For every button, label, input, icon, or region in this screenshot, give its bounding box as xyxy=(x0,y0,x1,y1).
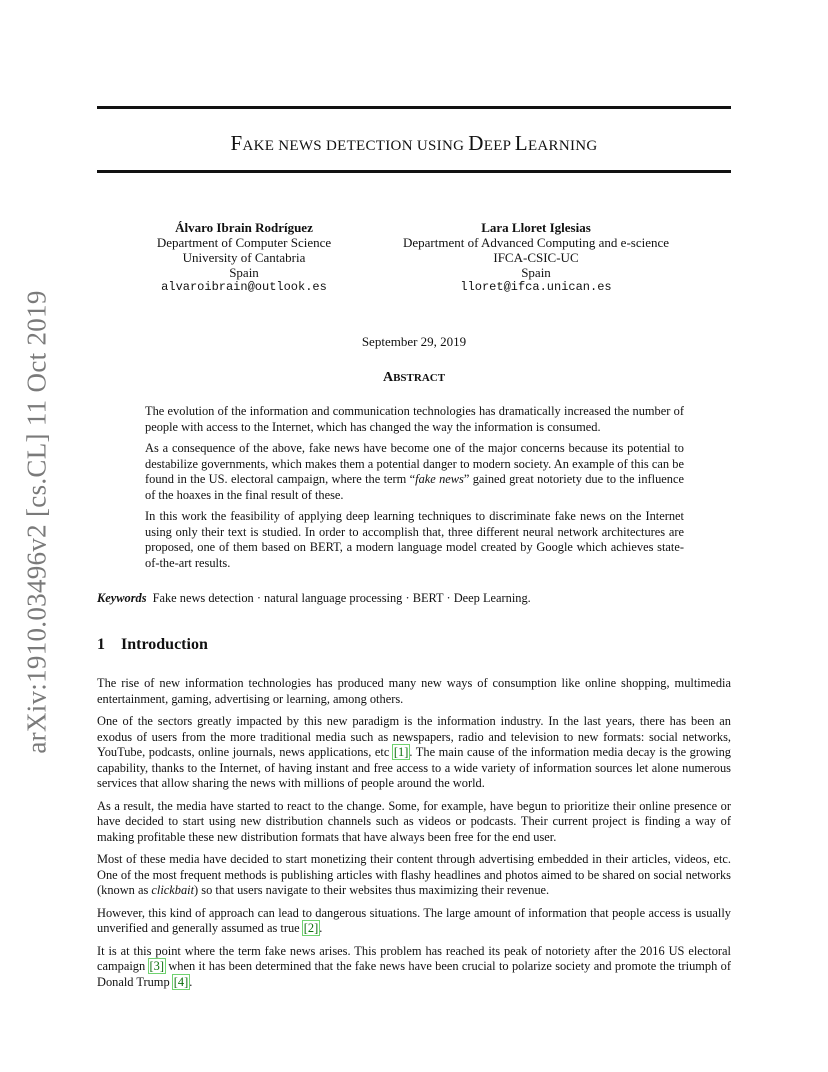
author-country: Spain xyxy=(521,265,551,280)
citation-link[interactable]: [4] xyxy=(173,974,189,989)
abstract-paragraph xyxy=(145,441,684,503)
body-paragraph xyxy=(97,906,731,937)
body-text: It is at this point where the term fake news arises. This problem has reached its peak of notoriety after the 2016 US electoral campaign xyxy=(97,943,731,973)
keywords-text: Fake news detection · natural language processing · BERT · Deep Learning. xyxy=(152,591,531,605)
paper-title xyxy=(97,131,731,156)
author-dept: Department of Computer Science xyxy=(156,235,332,250)
author-block-1 xyxy=(144,220,344,295)
title-rest-2: EEP xyxy=(483,138,515,154)
body-paragraph xyxy=(97,944,731,991)
body-paragraph: As a result, the media have started to react to the change. Some, for example, have begun to prioritize their online presence or have decided to start using new distribution channels such as videos or podcasts. Their current project is finding a way of making profitable these new distribution formats that have always been free for the end user. xyxy=(97,798,731,844)
arxiv-stamp: arXiv:1910.03496v2 [cs.CL] 11 Oct 2019 xyxy=(21,290,52,754)
author-org: IFCA-CSIC-UC xyxy=(493,250,579,265)
author-email[interactable]: lloret@ifca.unican.es xyxy=(460,280,612,294)
section-body xyxy=(97,676,731,997)
title-rest-1: AKE NEWS DETECTION USING xyxy=(242,138,469,154)
body-paragraph: The rise of new information technologies has produced many new ways of consumption like online shopping, multimedia entertainment, gaming, advertising or learning, among others. xyxy=(97,676,731,706)
body-text: . The main cause of the information media decay is the growing capability, thanks to the Internet, of having instant and free access to a wide variety of information sources let alone numerous services that allow sharing the news with millions of people around the world. xyxy=(97,745,731,790)
paper-date: September 29, 2019 xyxy=(361,334,467,349)
abstract-paragraph: In this work the feasibility of applying deep learning techniques to discriminate fake news on the Internet using only their text is studied. In order to accomplish that, three different neural network architectures are proposed, one of them based on BERT, a modern language model created by Google which achieves state-of-the-art results. xyxy=(145,509,684,570)
title-cap-1: F xyxy=(230,131,243,155)
body-text: ) so that users navigate to their websites thus maximizing their revenue. xyxy=(194,883,550,897)
abstract-text: As a consequence of the above, fake news have become one of the major concerns because its potential to destabilize governments, which makes them a potential danger to modern society. An example of this can be found in the US. electoral campaign, where the term “ xyxy=(145,441,684,486)
body-text: One of the sectors greatly impacted by this new paradigm is the information industry. In the last years, there has been an exodus of users from the more traditional media such as newspapers, radio and television to new formats: social networks, YouTube, podcasts, online journals, news applications, etc xyxy=(97,714,731,759)
title-cap-2: D xyxy=(468,131,484,155)
abstract-body xyxy=(145,404,684,577)
bottom-rule xyxy=(97,170,731,173)
section-number: 1 xyxy=(97,636,105,653)
citation-link[interactable]: [1] xyxy=(393,745,409,759)
body-paragraph xyxy=(97,852,731,899)
section-title: Introduction xyxy=(121,636,208,653)
abstract-text: ” gained great notoriety due to the influence of the hoaxes in the final result of these. xyxy=(145,472,684,502)
author-country: Spain xyxy=(229,265,259,280)
body-text: . xyxy=(319,921,323,935)
author-block-2 xyxy=(386,220,686,295)
abstract-heading xyxy=(0,370,828,386)
author-name: Lara Lloret Iglesias xyxy=(481,220,591,235)
keywords-line xyxy=(97,591,531,606)
title-rest-3: EARNING xyxy=(527,138,598,154)
citation-link[interactable]: [2] xyxy=(303,921,319,935)
body-emphasis: clickbait xyxy=(151,883,195,897)
body-paragraph xyxy=(97,714,731,792)
body-text: when it has been determined that the fake news have been crucial to polarize society and promote the triumph of Donald Trump xyxy=(97,959,731,989)
abstract-heading-cap: A xyxy=(382,370,394,385)
body-text: However, this kind of approach can lead to dangerous situations. The large amount of information that people access is usually unverified and generally assumed as true xyxy=(97,905,731,935)
author-org: University of Cantabria xyxy=(182,250,306,265)
author-name: Álvaro Ibrain Rodríguez xyxy=(175,220,313,235)
body-text: Most of these media have decided to start monetizing their content through advertising embedded in their articles, videos, etc. One of the most frequent methods is publishing articles with flashy headlines and photos aimed to be shared on social networks (known as xyxy=(97,852,731,897)
author-email[interactable]: alvaroibrain@outlook.es xyxy=(161,280,327,294)
top-rule xyxy=(97,106,731,109)
title-cap-3: L xyxy=(514,131,528,155)
author-dept: Department of Advanced Computing and e-science xyxy=(402,235,670,250)
body-text: . xyxy=(189,974,193,989)
abstract-paragraph: The evolution of the information and communication technologies has dramatically increased the number of people with access to the Internet, which has changed the way the information is consumed. xyxy=(145,404,684,434)
abstract-emphasis: fake news xyxy=(415,472,464,486)
keywords-label: Keywords xyxy=(97,591,147,605)
section-heading xyxy=(97,636,208,654)
citation-link[interactable]: [3] xyxy=(149,959,164,973)
abstract-heading-rest: BSTRACT xyxy=(393,372,446,384)
